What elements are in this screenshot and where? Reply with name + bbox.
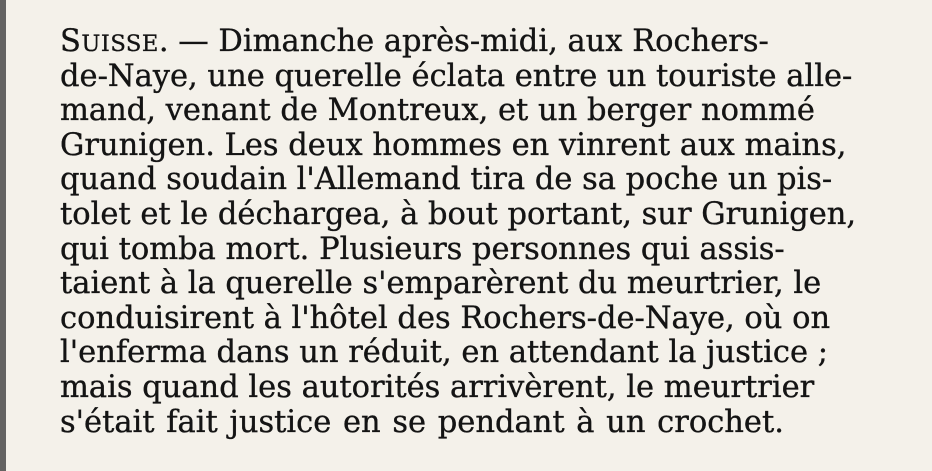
article-line-4: Grunigen. Les deux hommes en vinrent aux mains, (60, 127, 847, 163)
article-line-3: mand, venant de Montreux, et un berger nommé (60, 93, 815, 129)
article-line-11: mais quand les autorités arrivèrent, le meurtrier (60, 369, 815, 405)
article-line-1-text: . — Dimanche après-midi, aux Rochers- (158, 24, 769, 59)
article-line-6: tolet et le déchargea, à bout portant, sur Grunigen, (60, 196, 857, 232)
article-line-2: de-Naye, une querelle éclata entre un touriste alle- (60, 58, 853, 94)
article-line-10: l'enferma dans un réduit, en attendant la justice ; (60, 335, 829, 371)
left-border-rule (0, 0, 6, 471)
article-line-1 (60, 25, 910, 60)
article-line-12: s'était fait justice en se pendant à un crochet. (60, 404, 784, 440)
article-column (60, 25, 910, 440)
article-line-5: quand soudain l'Allemand tira de sa poche un pis- (60, 162, 833, 198)
section-heading (60, 24, 159, 59)
section-heading-initial: S (60, 24, 82, 59)
article-line-9: conduisirent à l'hôtel des Rochers-de-Naye, où on (60, 300, 831, 336)
article-line-7: qui tomba mort. Plusieurs personnes qui assis- (60, 231, 785, 267)
section-heading-rest: UISSE (81, 31, 159, 57)
article-first-line-text (60, 24, 769, 59)
article-line-8: taient à la querelle s'emparèrent du meurtrier, le (60, 266, 822, 302)
